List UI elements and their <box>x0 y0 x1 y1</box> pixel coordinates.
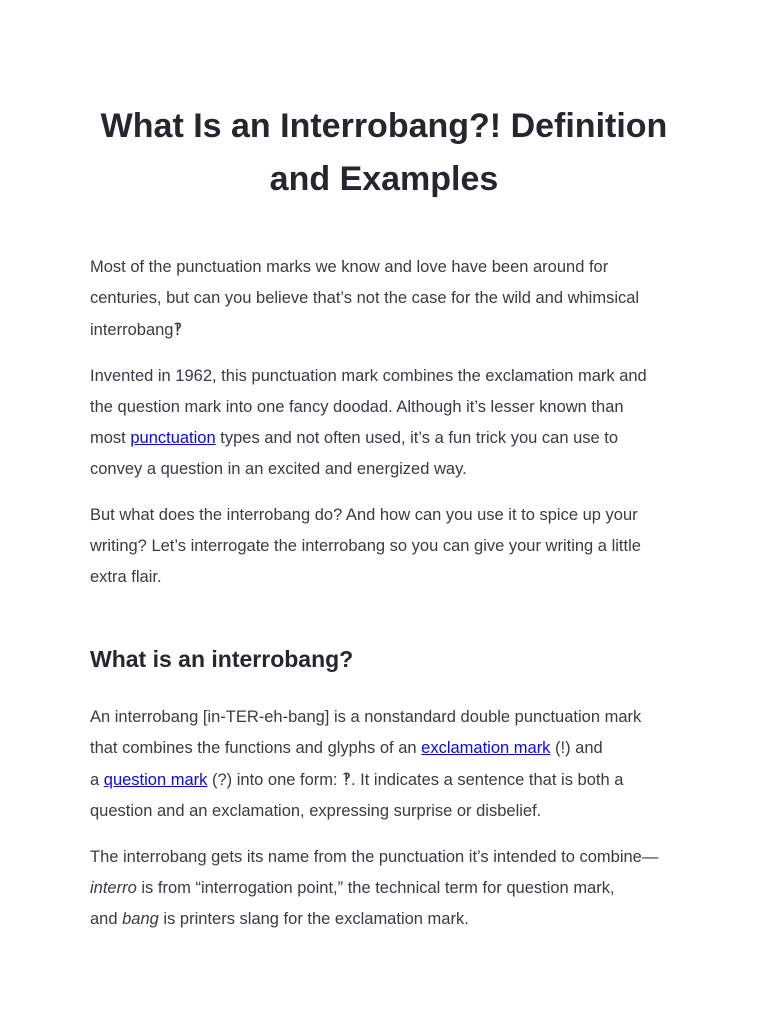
purpose-line-3: extra flair. <box>90 568 162 586</box>
history-line-2: the question mark into one fancy doodad. Although it’s lesser known than <box>90 398 624 416</box>
bang-term: bang <box>122 910 159 928</box>
punctuation-link[interactable]: punctuation <box>130 429 216 447</box>
definition-line-2-end: (!) and <box>550 739 603 757</box>
title-line-1: What Is an Interrobang?! Definition <box>100 107 668 145</box>
etymology-line-3-end: is printers slang for the exclamation mark. <box>158 910 469 928</box>
history-line-3-end: types and not often used, it’s a fun trick you can use to <box>215 429 619 447</box>
definition-line-4: question and an exclamation, expressing surprise or disbelief. <box>90 802 542 820</box>
history-line-3-start: most <box>90 429 131 447</box>
purpose-line-1: But what does the interrobang do? And how can you use it to spice up your <box>90 506 638 524</box>
exclamation-mark-link[interactable]: exclamation mark <box>421 739 551 757</box>
intro-paragraph <box>90 252 690 346</box>
history-paragraph <box>90 361 690 485</box>
purpose-paragraph <box>90 500 690 593</box>
etymology-paragraph <box>90 842 710 935</box>
definition-line-1: An interrobang [in-TER-eh-bang] is a nonstandard double punctuation mark <box>90 708 642 726</box>
intro-line-1: Most of the punctuation marks we know and love have been around for <box>90 258 609 276</box>
title-line-2: and Examples <box>269 160 499 198</box>
definition-line-3-end: . It indicates a sentence that is both a <box>350 771 624 789</box>
etymology-line-3-start: and <box>90 910 123 928</box>
intro-line-3: interrobang <box>90 321 174 339</box>
definition-paragraph <box>90 702 690 827</box>
interrobang-glyph: ‽ <box>173 320 183 339</box>
question-mark-link[interactable]: question mark <box>103 771 208 789</box>
purpose-line-2: writing? Let’s interrogate the interrobang so you can give your writing a little <box>90 537 641 555</box>
etymology-line-2-end: is from “interrogation point,” the technical term for question mark, <box>136 879 615 897</box>
definition-line-3-start: a <box>90 771 104 789</box>
article-title <box>60 100 708 206</box>
history-line-4: convey a question in an excited and energized way. <box>90 460 467 478</box>
section-heading: What is an interrobang? <box>90 646 354 672</box>
etymology-line-1: The interrobang gets its name from the punctuation it’s intended to combine— <box>90 848 659 866</box>
interro-term: interro <box>90 879 137 897</box>
interrobang-glyph-inline: ‽ <box>342 770 351 789</box>
history-line-1: Invented in 1962, this punctuation mark combines the exclamation mark and <box>90 367 647 385</box>
definition-line-3-mid: (?) into one form: <box>207 771 343 789</box>
definition-line-2-start: that combines the functions and glyphs of an <box>90 739 422 757</box>
intro-line-2: centuries, but can you believe that’s not the case for the wild and whimsical <box>90 289 640 307</box>
